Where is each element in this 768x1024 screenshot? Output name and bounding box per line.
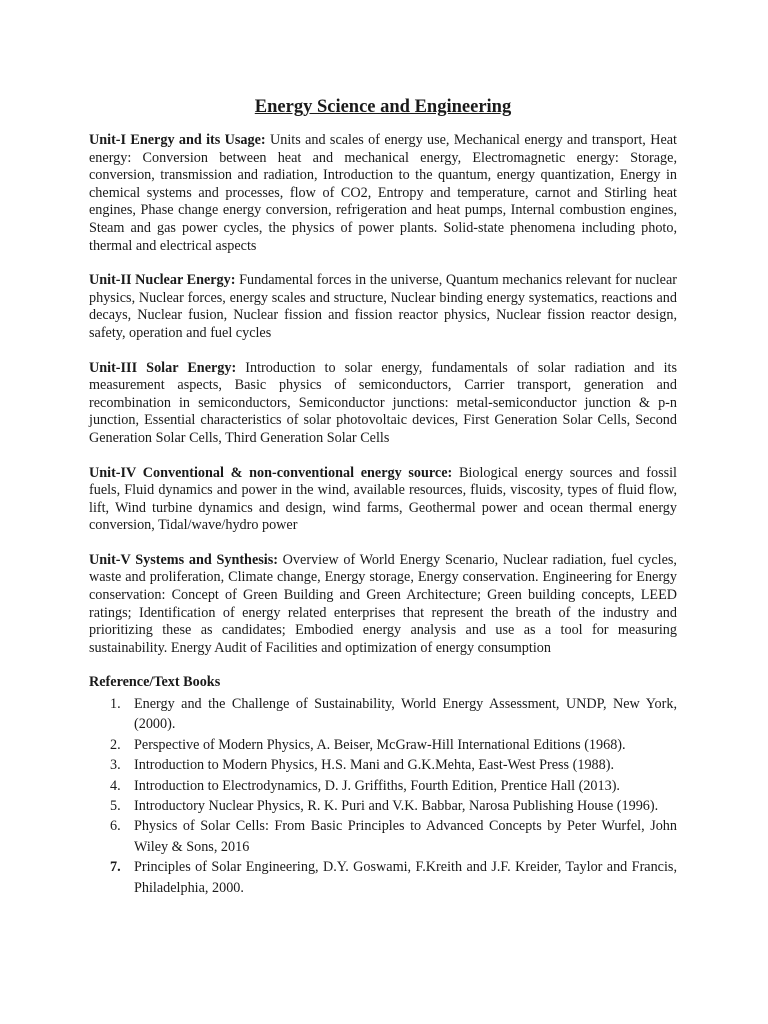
reference-item [89, 796, 677, 816]
unit-2-heading: Unit-II Nuclear Energy: [89, 272, 236, 289]
unit-4-heading: Unit-IV Conventional & non-conventional energy source: [89, 464, 453, 481]
unit-4-text: Biological energy sources and fossil fuels, Fluid dynamics and power in the wind, available resources, fluids, viscosity, types of fluid flow, lift, Wind turbine dynamics and design, wind farms, Geothermal power and ocean thermal energy conversion, Tidal/wave/hydro power [89, 464, 677, 534]
reference-number: 7. [110, 859, 121, 876]
reference-number: 6. [110, 818, 121, 835]
unit-3-heading: Unit-III Solar Energy: [89, 359, 237, 376]
unit-2-paragraph [89, 272, 677, 342]
unit-3-text: Introduction to solar energy, fundamentals of solar radiation and its measurement aspects, Basic physics of semiconductors, Carrier transport, generation and recombination in semiconductors, Semiconductor junctions: metal-semiconductor junction & p-n junction, Essential characteristics of solar photovoltaic devices, First Generation Solar Cells, Second Generation Solar Cells, Third Generation Solar Cells [89, 359, 677, 446]
reference-text: Introductory Nuclear Physics, R. K. Puri and V.K. Babbar, Narosa Publishing House (1996). [134, 798, 659, 815]
reference-number: 1. [110, 696, 121, 713]
reference-text: Energy and the Challenge of Sustainability, World Energy Assessment, UNDP, New York, (2000). [134, 696, 677, 733]
unit-5-heading: Unit-V Systems and Synthesis: [89, 551, 278, 568]
unit-5-paragraph [89, 552, 677, 658]
reference-text: Introduction to Electrodynamics, D. J. Griffiths, Fourth Edition, Prentice Hall (2013). [134, 777, 620, 794]
unit-1-paragraph [89, 132, 677, 255]
reference-text: Physics of Solar Cells: From Basic Principles to Advanced Concepts by Peter Wurfel, John Wiley & Sons, 2016 [134, 818, 677, 855]
reference-text: Introduction to Modern Physics, H.S. Mani and G.K.Mehta, East-West Press (1988). [134, 757, 614, 774]
reference-item [89, 857, 677, 898]
unit-4-paragraph [89, 465, 677, 535]
references-heading: Reference/Text Books [89, 674, 221, 691]
document-page [89, 96, 677, 898]
document-title: Energy Science and Engineering [254, 97, 512, 117]
reference-item [89, 755, 677, 775]
unit-5-text: Overview of World Energy Scenario, Nuclear radiation, fuel cycles, waste and proliferation, Climate change, Energy storage, Energy conservation. Engineering for Energy conservation: Concept of Green Building and Green Architecture; Green building concepts, LEED ratings; Identification of energy related enterprises that represent the breath of the industry and prioritizing these as candidates; Embodied energy analysis and use as a tool for measuring sustainability. Energy Audit of Facilities and optimization of energy consumption [89, 551, 677, 656]
unit-1-heading: Unit-I Energy and its Usage: [89, 132, 266, 148]
reference-text: Perspective of Modern Physics, A. Beiser, McGraw-Hill International Editions (1968). [134, 736, 626, 753]
reference-number: 4. [110, 777, 121, 794]
reference-item [89, 816, 677, 857]
reference-item [89, 776, 677, 796]
reference-item [89, 694, 677, 735]
unit-3-paragraph [89, 360, 677, 448]
unit-2-text: Fundamental forces in the universe, Quantum mechanics relevant for nuclear physics, Nuclear forces, energy scales and structure, Nuclear binding energy systematics, reactions and decays, Nuclear fusion, Nuclear fission and fission reactor physics, Nuclear fission reactor design, safety, operation and fuel cycles [89, 272, 677, 341]
reference-number: 3. [110, 757, 121, 774]
reference-number: 5. [110, 798, 121, 815]
reference-item [89, 735, 677, 755]
unit-1-text: Units and scales of energy use, Mechanical energy and transport, Heat energy: Conversion between heat and mechanical energy, Electromagnetic energy: Storage, conversion, transmission and radiation, Introduction to the quantum, energy quantization, Energy in chemical systems and processes, flow of CO2, Entropy and temperature, carnot and Stirling heat engines, Phase change energy conversion, refrigeration and heat pumps, Internal combustion engines, Steam and gas power cycles, the physics of power plants. Solid-state phenomena including photo, thermal and electrical aspects [89, 132, 677, 254]
reference-number: 2. [110, 736, 121, 753]
references-list [89, 694, 677, 898]
reference-text: Principles of Solar Engineering, D.Y. Goswami, F.Kreith and J.F. Kreider, Taylor and Francis, Philadelphia, 2000. [134, 859, 677, 896]
